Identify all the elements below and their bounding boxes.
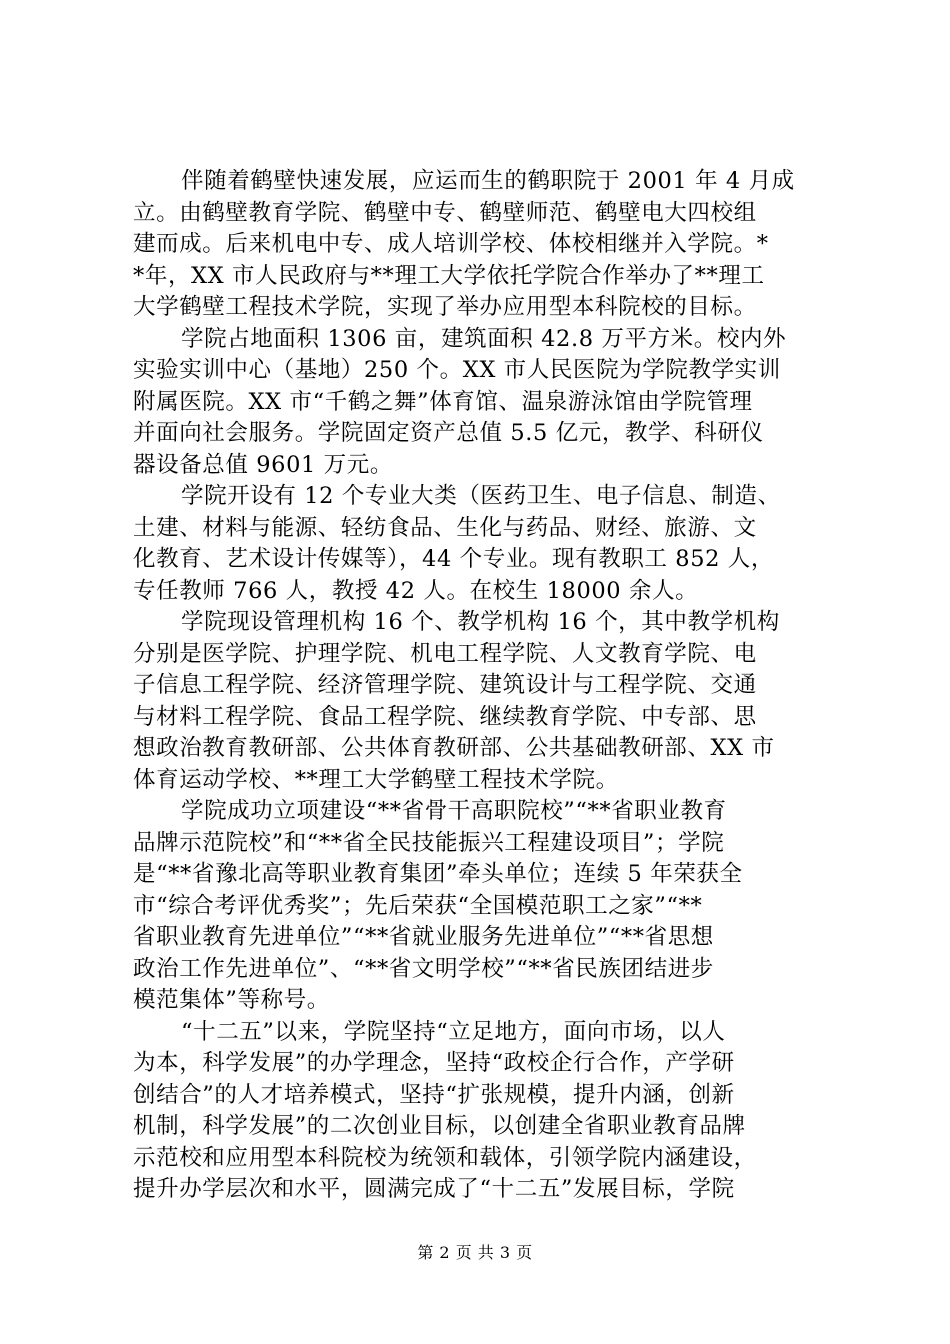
text-line: 器设备总值 9601 万元。: [133, 451, 393, 478]
text-line: 并面向社会服务。学院固定资产总值 5.5 亿元，教学、科研仪: [133, 420, 764, 446]
text-line: 附属医院。XX 市“千鹤之舞”体育馆、温泉游泳馆由学院管理: [133, 388, 753, 415]
text-line: 学院占地面积 1306 亩，建筑面积 42.8 万平方米。校内外: [181, 325, 787, 352]
text-line: 品牌示范院校”和“**省全民技能振兴工程建设项目”；学院: [133, 829, 725, 856]
text-line: “十二五”以来，学院坚持“立足地方，面向市场，以人: [181, 1018, 726, 1045]
paragraph-3: [133, 481, 837, 607]
text-line: 学院开设有 12 个专业大类（医药卫生、电子信息、制造、: [181, 483, 781, 509]
text-line: 为本，科学发展”的办学理念，坚持“政校企行合作，产学研: [133, 1050, 735, 1076]
text-line: 创结合”的人才培养模式，坚持“扩张规模，提升内涵，创新: [133, 1081, 735, 1108]
text-line: 土建、材料与能源、轻纺食品、生化与药品、财经、旅游、文: [133, 514, 757, 541]
paragraph-5: [133, 796, 837, 1017]
text-line: 模范集体”等称号。: [133, 987, 330, 1013]
paragraph-1: [133, 166, 837, 324]
text-line: 实验实训中心（基地）250 个。XX 市人民医院为学院教学实训: [133, 357, 781, 383]
text-line: 化教育、艺术设计传媒等），44 个专业。现有教职工 852 人，: [133, 546, 774, 572]
text-line: 体育运动学校、**理工大学鹤壁工程技术学院。: [133, 766, 619, 793]
text-line: 学院现设管理机构 16 个、教学机构 16 个，其中教学机构: [181, 609, 780, 635]
text-line: 机制，科学发展”的二次创业目标，以创建全省职业教育品牌: [133, 1113, 746, 1139]
document-body: [133, 166, 837, 1206]
text-line: 政治工作先进单位”、“**省文明学校”“**省民族团结进步: [133, 955, 714, 982]
text-line: 立。由鹤壁教育学院、鹤壁中专、鹤壁师范、鹤壁电大四校组: [133, 199, 757, 226]
text-line: 提升办学层次和水平，圆满完成了“十二五”发展目标，学院: [133, 1176, 735, 1202]
text-line: 分别是医学院、护理学院、机电工程学院、人文教育学院、电: [133, 640, 757, 667]
text-line: 示范校和应用型本科院校为统领和载体，引领学院内涵建设，: [133, 1144, 757, 1171]
text-line: 省职业教育先进单位”“**省就业服务先进单位”“**省思想: [133, 924, 714, 950]
text-line: 与材料工程学院、食品工程学院、继续教育学院、中专部、思: [133, 703, 757, 730]
text-line: 想政治教育教研部、公共体育教研部、公共基础教研部、XX 市: [133, 735, 775, 761]
paragraph-4: [133, 607, 837, 796]
text-line: 建而成。后来机电中专、成人培训学校、体校相继并入学院。*: [133, 231, 769, 257]
text-line: 市“综合考评优秀奖”；先后荣获“全国模范职工之家”“**: [133, 892, 703, 919]
paragraph-2: [133, 324, 837, 482]
paragraph-6: [133, 1017, 837, 1206]
text-line: 学院成功立项建设“**省骨干高职院校”“**省职业教育: [181, 798, 727, 824]
text-line: 是“**省豫北高等职业教育集团”牵头单位；连续 5 年荣获全: [133, 861, 743, 887]
text-line: 专任教师 766 人，教授 42 人。在校生 18000 余人。: [133, 577, 699, 604]
page-footer: 第 2 页 共 3 页: [417, 1243, 533, 1262]
text-line: 伴随着鹤壁快速发展，应运而生的鹤职院于 2001 年 4 月成: [181, 168, 795, 194]
text-line: 子信息工程学院、经济管理学院、建筑设计与工程学院、交通: [133, 672, 757, 698]
text-line: *年，XX 市人民政府与**理工大学依托学院合作举办了**理工: [133, 262, 765, 289]
text-line: 大学鹤壁工程技术学院，实现了举办应用型本科院校的目标。: [133, 294, 757, 320]
